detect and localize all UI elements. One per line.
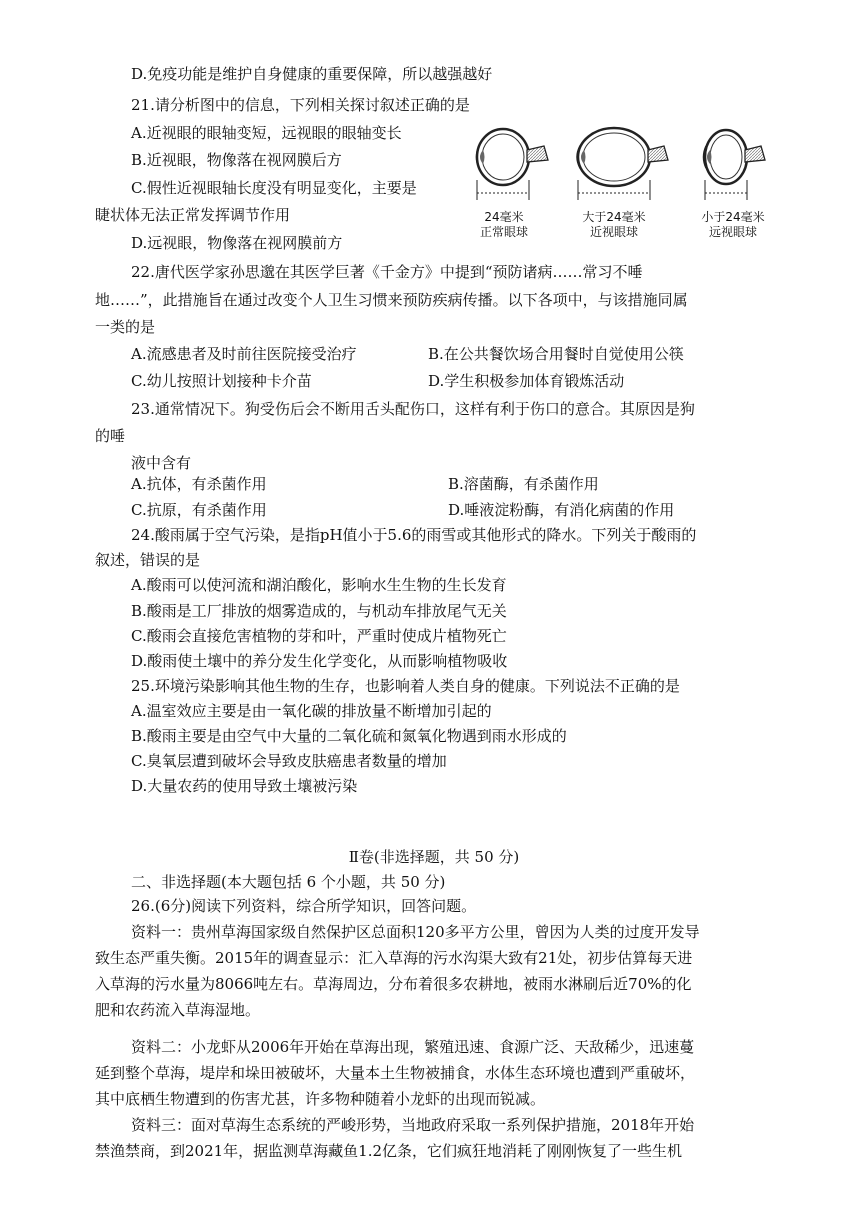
q25-option-d: D.大量农药的使用导致土壤被污染 [131,777,358,795]
normal-eye-name: 正常眼球 [479,225,528,239]
myopic-eye-name: 近视眼球 [589,225,638,239]
q22-option-a: A.流感患者及时前往医院接受治疗 [131,345,357,363]
q22-option-c: C.幼儿按照计划接种卡介苗 [131,372,312,390]
q23-stem-line3: 液中含有 [131,454,192,472]
q25-option-a: A.温室效应主要是由一氧化碳的排放量不断增加引起的 [131,702,492,720]
q23-stem-line1: 23.通常情况下。狗受伤后会不断用舌头配伤口，这样有利于伤口的意合。其原因是狗 [131,400,695,418]
normal-eye-drawing [477,129,549,200]
q23-stem-line2: 的唾 [95,427,126,445]
q21-option-d: D.远视眼，物像落在视网膜前方 [131,234,343,252]
q21-option-a: A.近视眼的眼轴变短，远视眼的眼轴变长 [131,124,402,142]
q22-option-d: D.学生积极参加体育锻炼活动 [428,372,625,390]
q22-stem-line3: 一类的是 [95,318,156,336]
q26-material1-line4: 肥和农药流入草海湿地。 [95,1001,261,1019]
hyperopic-eye-drawing [704,130,766,200]
myopic-eye-size: 大于24毫米 [582,210,646,224]
q26-material1-line1: 资料一：贵州草海国家级自然保护区总面积120多平方公里，曾因为人类的过度开发导 [131,923,700,941]
eyeball-diagrams [464,120,772,210]
q25-option-c: C.臭氧层遭到破坏会导致皮肤癌患者数量的增加 [131,752,447,770]
q24-option-c: C.酸雨会直接危害植物的芽和叶，严重时使成片植物死亡 [131,627,507,645]
hyperopic-eye-size: 小于24毫米 [701,210,765,224]
q26-material3-line2: 禁渔禁商，到2021年，据监测草海藏鱼1.2亿条，它们疯狂地消耗了刚刚恢复了一些生机 [95,1142,683,1160]
q24-option-a: A.酸雨可以使河流和湖泊酸化，影响水生生物的生长发育 [131,576,507,594]
q20-option-d: D.免疫功能是维护自身健康的重要保障，所以越强越好 [131,65,493,83]
q21-option-c-cont: 睫状体无法正常发挥调节作用 [95,206,291,224]
part2-heading: 二、非选择题(本大题包括 6 个小题，共 50 分) [131,873,446,891]
q22-stem-line2: 地……”，此措施旨在通过改变个人卫生习惯来预防疾病传播。以下各项中，与该措施同属 [95,291,688,309]
q24-option-b: B.酸雨是工厂排放的烟雾造成的，与机动车排放尾气无关 [131,602,507,620]
q24-stem-line2: 叙述，错误的是 [95,551,201,569]
q26-material2-line2: 延到整个草海，堤岸和垛田被破坏，大量本土生物被捕食，水体生态环境也遭到严重破坏， [95,1064,696,1082]
part2-title: Ⅱ卷(非选择题，共 50 分) [348,848,520,866]
q24-stem-line1: 24.酸雨属于空气污染，是指pH值小于5.6的雨雪或其他形式的降水。下列关于酸雨的 [131,526,697,544]
q21-option-c: C.假性近视眼轴长度没有明显变化，主要是 [131,179,417,197]
q21-stem: 21.请分析图中的信息，下列相关探讨叙述正确的是 [131,96,470,114]
q26-material3-line1: 资料三：面对草海生态系统的严峻形势，当地政府采取一系列保护措施，2018年开始 [131,1116,695,1134]
q26-material2-line3: 其中底栖生物遭到的伤害尤甚，许多物种随着小龙虾的出现而锐减。 [95,1090,546,1108]
q25-option-b: B.酸雨主要是由空气中大量的二氧化硫和氮氧化物遇到雨水形成的 [131,727,567,745]
q23-option-d: D.唾液淀粉酶，有消化病菌的作用 [448,501,675,519]
normal-eye-size: 24毫米 [484,210,524,224]
q23-option-b: B.溶菌酶，有杀菌作用 [448,475,599,493]
q23-option-a: A.抗体，有杀菌作用 [131,475,267,493]
q26-material2-line1: 资料二：小龙虾从2006年开始在草海出现，繁殖迅速、食源广泛、天敌稀少，迅速蔓 [131,1038,695,1056]
myopic-eye-caption [576,210,652,240]
q26-material1-line2: 致生态严重失衡。2015年的调查显示：汇入草海的污水沟渠大致有21处，初步估算每天进 [95,949,693,967]
myopic-eye-drawing [577,128,668,200]
eyeball-figure [464,120,772,250]
q21-option-b: B.近视眼，物像落在视网膜后方 [131,151,342,169]
hyperopic-eye-caption [695,210,771,240]
hyperopic-eye-name: 远视眼球 [708,225,757,239]
q23-option-c: C.抗原，有杀菌作用 [131,501,267,519]
normal-eye-caption [479,210,529,240]
q26-stem: 26.(6分)阅读下列资料，综合所学知识，回答问题。 [131,897,477,915]
q26-material1-line3: 入草海的污水量为8066吨左右。草海周边，分布着很多农耕地，被雨水淋刷后近70%的化 [95,975,692,993]
q22-stem-line1: 22.唐代医学家孙思邈在其医学巨著《千金方》中提到“预防诸病……常习不唾 [131,263,643,281]
q25-stem: 25.环境污染影响其他生物的生存，也影响着人类自身的健康。下列说法不正确的是 [131,677,680,695]
q22-option-b: B.在公共餐饮场合用餐时自觉使用公筷 [428,345,684,363]
q24-option-d: D.酸雨使土壤中的养分发生化学变化，从而影响植物吸收 [131,652,508,670]
